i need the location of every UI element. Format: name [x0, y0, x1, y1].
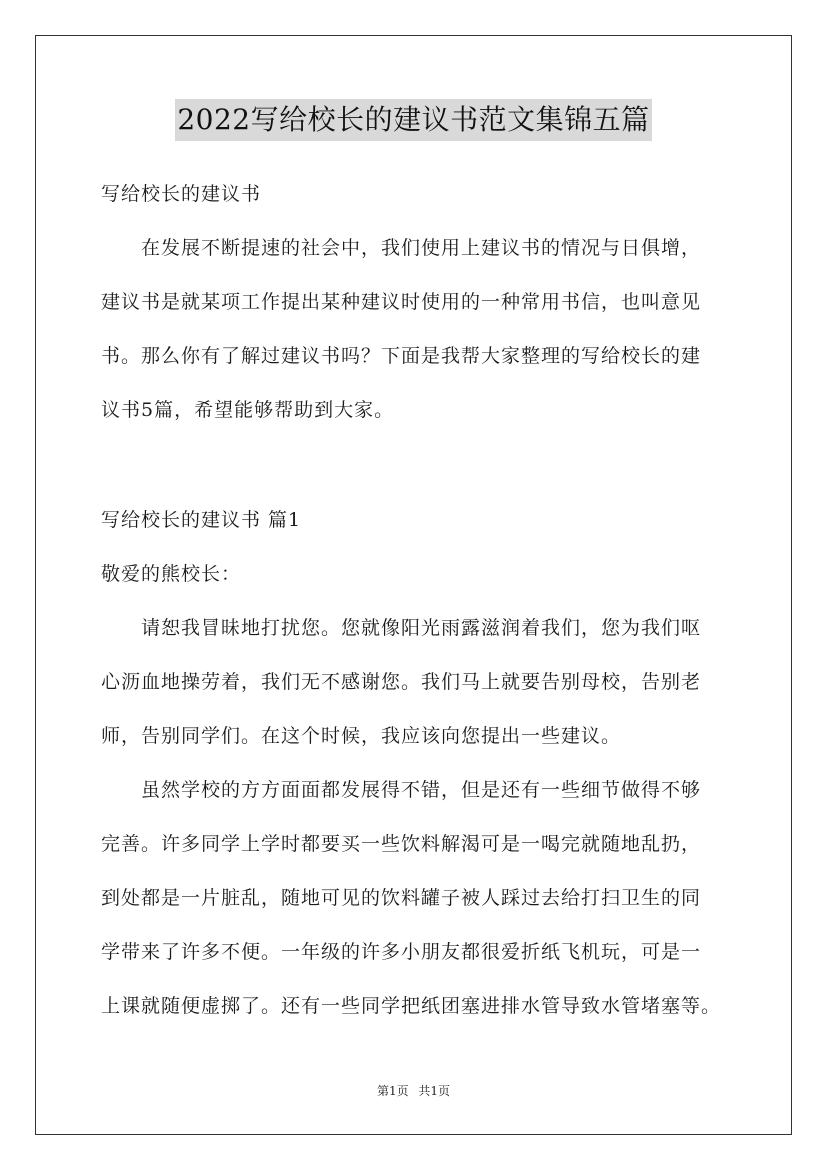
salutation: 敬爱的熊校长： [101, 563, 242, 585]
para2-line-4: 学带来了许多不便。一年级的许多小朋友都很爱折纸飞机玩，可是一 [101, 941, 702, 963]
intro-line-1: 在发展不断提速的社会中，我们使用上建议书的情况与日俱增， [141, 237, 702, 259]
section1-heading: 写给校长的建议书 篇1 [101, 509, 302, 531]
page-total: 共1页 [418, 1084, 451, 1098]
intro-line-3: 书。那么你有了解过建议书吗？下面是我帮大家整理的写给校长的建 [101, 345, 702, 367]
title-container [0, 99, 827, 141]
para1-line-2: 心沥血地操劳着，我们无不感谢您。我们马上就要告别母校，告别老 [101, 671, 702, 693]
para2-line-3: 到处都是一片脏乱，随地可见的饮料罐子被人踩过去给打扫卫生的同 [101, 887, 702, 909]
page-footer [0, 1083, 827, 1099]
para2-line-2: 完善。许多同学上学时都要买一些饮料解渴可是一喝完就随地乱扔， [101, 833, 702, 855]
para1-line-3: 师，告别同学们。在这个时候，我应该向您提出一些建议。 [101, 725, 622, 747]
para2-line-1: 虽然学校的方方面面都发展得不错，但是还有一些细节做得不够 [141, 779, 702, 801]
document-title: 2022写给校长的建议书范文集锦五篇 [175, 99, 651, 141]
intro-line-2: 建议书是就某项工作提出某种建议时使用的一种常用书信，也叫意见 [101, 291, 702, 313]
para2-line-5: 上课就随便虚掷了。还有一些同学把纸团塞进排水管导致水管堵塞等。 [101, 995, 722, 1017]
page-number: 第1页 [376, 1084, 409, 1098]
para1-line-1: 请恕我冒昧地打扰您。您就像阳光雨露滋润着我们，您为我们呕 [141, 617, 702, 639]
intro-heading: 写给校长的建议书 [101, 183, 262, 205]
intro-line-4: 议书5篇，希望能够帮助到大家。 [101, 399, 395, 421]
